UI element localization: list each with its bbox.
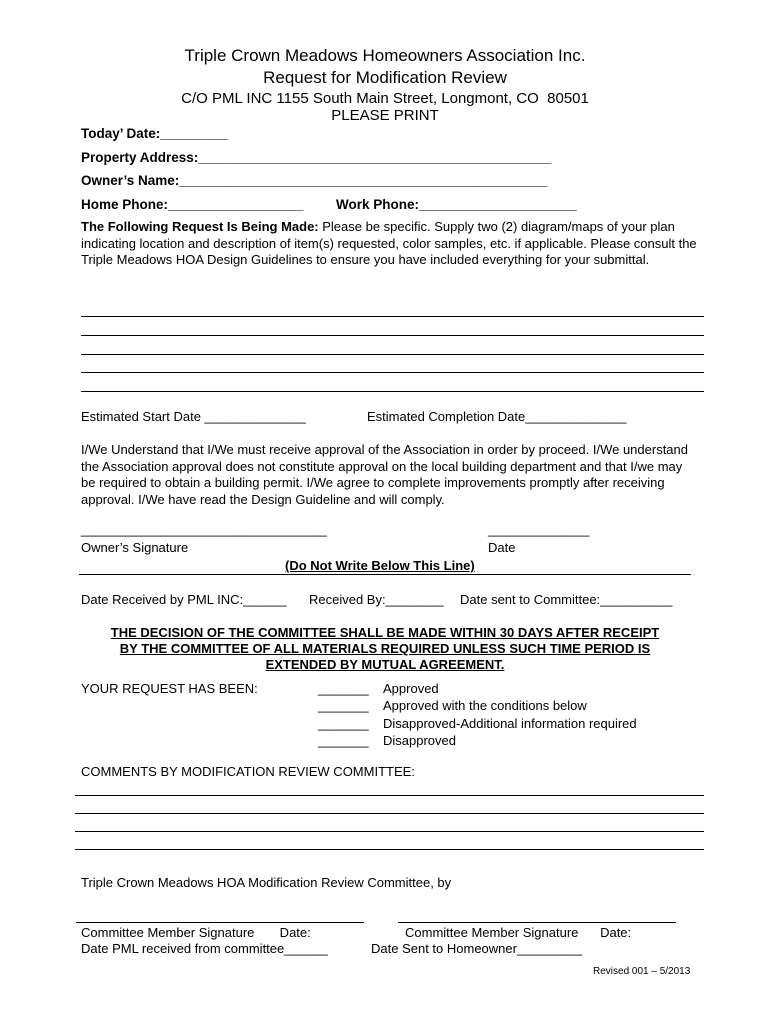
- request-line-4[interactable]: [81, 372, 704, 373]
- decision-notice-line-1: THE DECISION OF THE COMMITTEE SHALL BE MADE WITHIN 30 DAYS AFTER RECEIPT: [110, 625, 660, 640]
- signature-date-label: Date: [488, 540, 516, 555]
- member-signature-label-right: Committee Member Signature Date:: [405, 925, 632, 940]
- comments-line-4[interactable]: [75, 849, 704, 850]
- comments-label: COMMENTS BY MODIFICATION REVIEW COMMITTEE:: [81, 764, 415, 779]
- result-option-disapproved: Disapproved: [383, 733, 456, 748]
- decision-notice-line-2: BY THE COMMITTEE OF ALL MATERIALS REQUIRED UNLESS SUCH TIME PERIOD IS: [119, 641, 651, 656]
- owner-signature-line[interactable]: __________________________________: [81, 522, 327, 537]
- request-line-2[interactable]: [81, 335, 704, 336]
- todays-date-field[interactable]: Today’ Date:_________: [81, 126, 228, 141]
- property-address-field[interactable]: Property Address:_______________________________________________: [81, 150, 552, 165]
- divider-line: [79, 574, 691, 575]
- result-blank-disapproved[interactable]: _______: [318, 733, 369, 748]
- received-by-field[interactable]: Received By:________: [309, 592, 444, 607]
- result-option-approved: Approved: [383, 681, 439, 696]
- date-sent-homeowner-field[interactable]: Date Sent to Homeowner_________: [371, 941, 583, 956]
- agreement-text: I/We Understand that I/We must receive approval of the Association in order by proceed. I/We understand the Association approval does not constitute approval on the local building department and that I/we may be required to obtain a building permit. I/We agree to complete improvements promptly after receiving approval. I/We have read the Design Guideline and will comply.: [81, 442, 688, 507]
- result-option-approved-conditions: Approved with the conditions below: [383, 698, 587, 713]
- comments-line-2[interactable]: [75, 813, 704, 814]
- form-title: Triple Crown Meadows Homeowners Association Inc.: [184, 46, 586, 65]
- print-note: PLEASE PRINT: [331, 107, 439, 124]
- request-line-1[interactable]: [81, 316, 704, 317]
- request-result-label: YOUR REQUEST HAS BEEN:: [81, 681, 258, 696]
- result-blank-disapproved-info[interactable]: _______: [318, 716, 369, 731]
- comments-line-3[interactable]: [75, 831, 704, 832]
- decision-notice-line-3: EXTENDED BY MUTUAL AGREEMENT.: [265, 657, 505, 672]
- request-line-5[interactable]: [81, 391, 704, 392]
- result-blank-approved-conditions[interactable]: _______: [318, 698, 369, 713]
- committee-by-line: Triple Crown Meadows HOA Modification Review Committee, by: [81, 875, 452, 890]
- form-subtitle: Request for Modification Review: [263, 68, 507, 87]
- result-blank-approved[interactable]: _______: [318, 681, 369, 696]
- mailing-address: C/O PML INC 1155 South Main Street, Longmont, CO 80501: [181, 90, 589, 107]
- signature-date-line[interactable]: ______________: [488, 522, 590, 537]
- member-signature-label-left: Committee Member Signature Date:: [81, 925, 311, 940]
- revision-note: Revised 001 – 5/2013: [593, 966, 691, 977]
- estimated-start-date-field[interactable]: Estimated Start Date ______________: [81, 409, 306, 424]
- home-phone-field[interactable]: Home Phone:__________________: [81, 197, 304, 212]
- request-line-3[interactable]: [81, 354, 704, 355]
- member-signature-line-left[interactable]: [76, 922, 364, 923]
- member-signature-line-right[interactable]: [398, 922, 676, 923]
- estimated-completion-date-field[interactable]: Estimated Completion Date______________: [367, 409, 627, 424]
- request-text: Please be specific. Supply two (2) diagram/maps of your plan indicating location and description of item(s) requested, color samples, etc. if applicable. Please consult the Triple Meadows HOA Design Guidelines to ensure you have included everything for your submittal.: [81, 219, 697, 268]
- work-phone-field[interactable]: Work Phone:_____________________: [336, 197, 577, 212]
- request-instructions: [81, 219, 701, 269]
- result-option-disapproved-info: Disapproved-Additional information required: [383, 716, 637, 731]
- do-not-write-note: (Do Not Write Below This Line): [285, 558, 475, 573]
- comments-line-1[interactable]: [75, 795, 704, 796]
- owner-signature-label: Owner’s Signature: [81, 540, 189, 555]
- date-sent-committee-field[interactable]: Date sent to Committee:__________: [460, 592, 673, 607]
- owners-name-field[interactable]: Owner’s Name:_________________________________________________: [81, 173, 548, 188]
- date-pml-received-field[interactable]: Date PML received from committee______: [81, 941, 328, 956]
- date-received-field[interactable]: Date Received by PML INC:______: [81, 592, 287, 607]
- request-lead: The Following Request Is Being Made:: [81, 219, 319, 234]
